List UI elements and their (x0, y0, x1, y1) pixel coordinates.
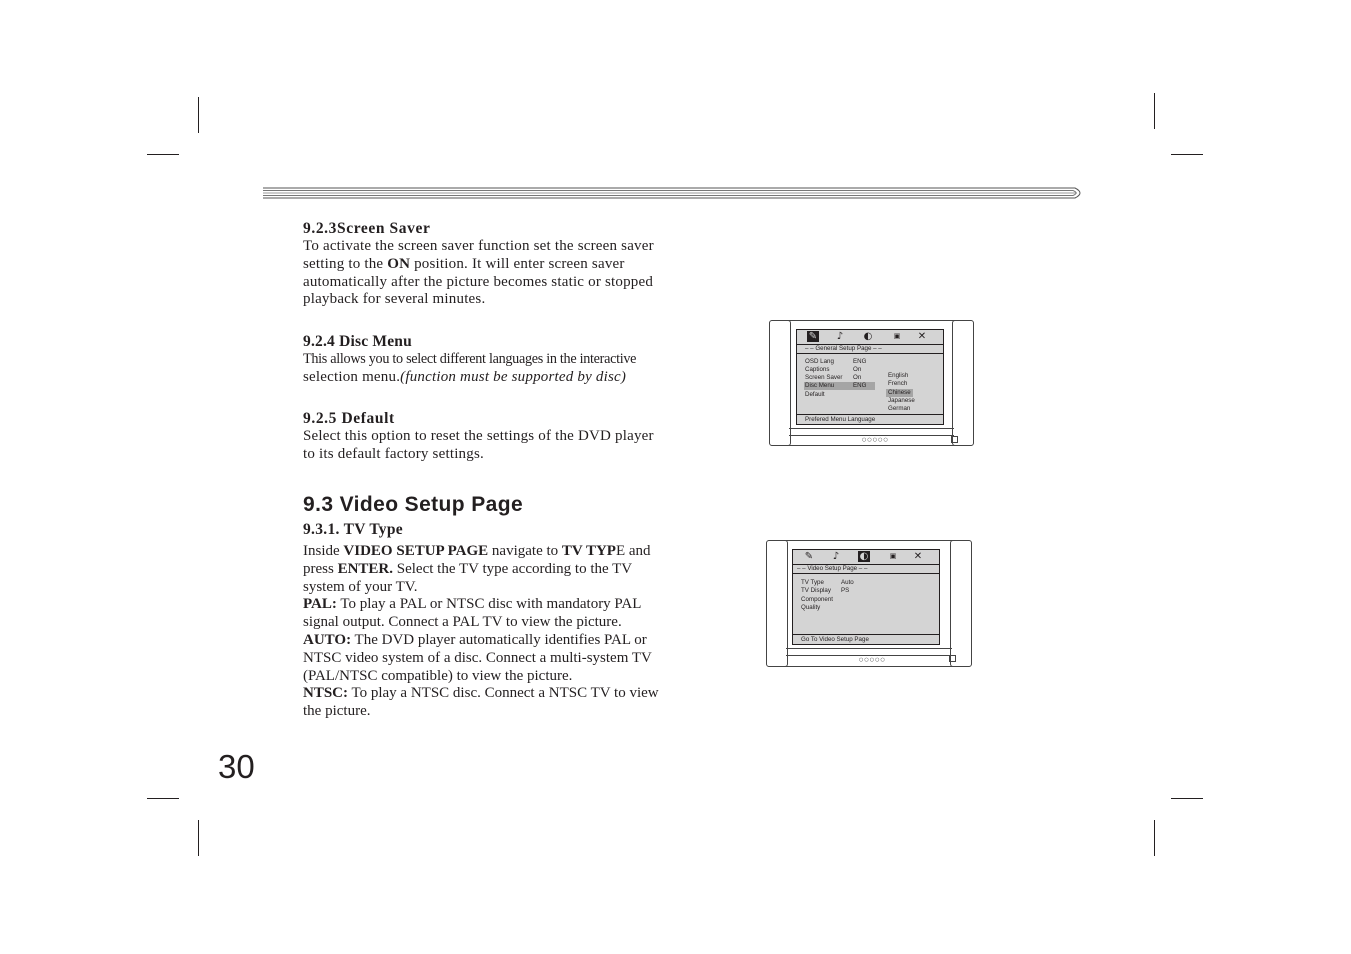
tv-type-title: 9.3.1. TV Type (303, 521, 403, 538)
menu-status-bar (797, 414, 943, 424)
bold-term: VIDEO SETUP PAGE (343, 543, 489, 559)
bold-term: ENTER. (337, 560, 394, 577)
menu-item-captions: Captions (805, 366, 830, 373)
default-title: 9.2.5 Default (303, 410, 395, 427)
tv-general-setup (769, 320, 974, 446)
crop-mark-bottom-left-h (147, 798, 179, 799)
auto-label: AUTO: (303, 631, 352, 648)
text-line: The DVD player automatically identifies PAL or (351, 631, 647, 648)
general-setup-icon: ✎ (808, 331, 818, 342)
tv-video-setup (766, 540, 972, 667)
ntsc-label: NTSC: (303, 685, 349, 702)
tv-side-right (952, 320, 974, 446)
exit-icon: ✕ (917, 331, 927, 342)
menu-value-osd-lang: ENG (853, 358, 867, 365)
text-line: position. It will enter screen saver (410, 255, 625, 272)
submenu-chinese (886, 389, 913, 397)
menu-item-osd-lang: OSD Lang (805, 358, 834, 365)
menu-item-quality: Quality (801, 604, 821, 611)
text-line: playback for several minutes. (303, 291, 486, 308)
crop-mark-top-left-v (198, 97, 199, 133)
crop-mark-bottom-right-h (1171, 798, 1203, 799)
submenu-label: Chinese (888, 389, 911, 396)
crop-mark-bottom-left-v (198, 820, 199, 856)
menu-status-text: Go To Video Setup Page (801, 635, 869, 643)
menu-item-screen-saver: Screen Saver (805, 374, 843, 381)
section-screen-saver (303, 220, 698, 309)
menu-item-label: Disc Menu (805, 382, 835, 389)
crop-mark-bottom-right-v (1154, 820, 1155, 856)
menu-status-bar (793, 634, 939, 644)
menu-page-title: – – General Setup Page – – (805, 345, 882, 352)
submenu-english: English (888, 372, 909, 379)
tv-bottom-bar (786, 648, 952, 656)
text-line: To play a PAL or NTSC disc with mandatory PAL (336, 596, 642, 613)
text-line: Select this option to reset the settings of the DVD player (303, 428, 654, 444)
crop-mark-top-right-h (1171, 154, 1203, 155)
text-line: Select the TV type according to the TV (393, 560, 633, 577)
menu-icon-bar (793, 550, 939, 565)
speaker-setup-icon: ♪ (832, 551, 840, 562)
tv-buttons: ○○○○○ (862, 437, 889, 443)
menu-rule (793, 573, 939, 574)
text-line: signal output. Connect a PAL TV to view the picture. (303, 614, 622, 631)
text-line: the picture. (303, 703, 371, 720)
tv-side-left (769, 320, 791, 446)
menu-item-tv-type: TV Type (801, 579, 824, 586)
menu-item-tv-display: TV Display (801, 587, 831, 594)
submenu-german: German (888, 405, 911, 412)
exit-icon: ✕ (913, 551, 923, 562)
menu-status-text: Prefered Menu Language (805, 415, 876, 423)
text-line: press (303, 560, 338, 577)
menu-icon-bar (797, 330, 943, 345)
screen-saver-title: 9.2.3Screen Saver (303, 220, 431, 237)
tv-screen (796, 329, 944, 425)
bold-term: TV TYP (561, 543, 616, 559)
header-rule (263, 186, 1087, 200)
video-setup-icon: ◐ (859, 551, 869, 562)
section-video-setup (303, 493, 698, 721)
submenu-japanese: Japanese (888, 397, 915, 404)
tv-screen (792, 549, 940, 645)
text-line: E and (615, 543, 651, 559)
text-line: setting to the (303, 255, 388, 272)
tv-power-light (949, 655, 956, 662)
tv-type-text (303, 543, 698, 721)
screen-saver-text (303, 238, 698, 309)
disc-menu-text (303, 351, 698, 387)
disc-menu-title: 9.2.4 Disc Menu (303, 333, 412, 350)
text-line: selection menu. (303, 368, 401, 385)
tv-buttons: ○○○○○ (859, 657, 886, 663)
text-line: Inside (303, 543, 344, 559)
tv-side-right (950, 540, 972, 667)
tv-bottom-bar (789, 428, 954, 436)
video-setup-title: 9.3 Video Setup Page (303, 493, 524, 516)
submenu-french: French (888, 380, 908, 387)
crop-mark-top-left-h (147, 154, 179, 155)
on-keyword: ON (387, 255, 411, 272)
page-number: 30 (218, 748, 255, 785)
menu-page-title: – – Video Setup Page – – (797, 565, 868, 572)
general-setup-icon: ✎ (804, 551, 814, 562)
tv-side-left (766, 540, 788, 667)
text-line: to its default factory settings. (303, 445, 484, 462)
pal-label: PAL: (303, 596, 337, 613)
preference-icon: ▣ (893, 332, 901, 340)
menu-item-component: Component (801, 596, 833, 603)
default-text (303, 428, 698, 464)
text-line: This allows you to select different languages in the interactive (303, 351, 637, 367)
disc-note: (function must be supported by disc) (400, 368, 627, 385)
menu-item-default: Default (805, 391, 825, 398)
section-disc-menu (303, 333, 698, 387)
menu-value-tv-display: PS (841, 587, 850, 594)
crop-mark-top-right-v (1154, 93, 1155, 129)
video-setup-icon: ◐ (863, 331, 873, 342)
text-line: automatically after the picture becomes static or stopped (303, 273, 654, 290)
text-line: To play a NTSC disc. Connect a NTSC TV to view (348, 685, 659, 702)
speaker-setup-icon: ♪ (836, 331, 844, 342)
text-line: To activate the screen saver function set the screen saver (303, 238, 654, 254)
tv-power-light (951, 436, 958, 443)
preference-icon: ▣ (889, 552, 897, 560)
menu-value-disc-menu: ENG (853, 382, 867, 389)
menu-value-tv-type: Auto (841, 579, 854, 586)
menu-rule (797, 353, 943, 354)
text-line: system of your TV. (303, 578, 418, 595)
menu-value-captions: On (853, 366, 862, 373)
text-line: NTSC video system of a disc. Connect a multi-system TV (303, 649, 652, 666)
section-default (303, 410, 698, 464)
menu-value-screen-saver: On (853, 374, 862, 381)
text-line: navigate to (488, 543, 562, 559)
text-line: (PAL/NTSC compatible) to view the picture. (303, 667, 573, 684)
